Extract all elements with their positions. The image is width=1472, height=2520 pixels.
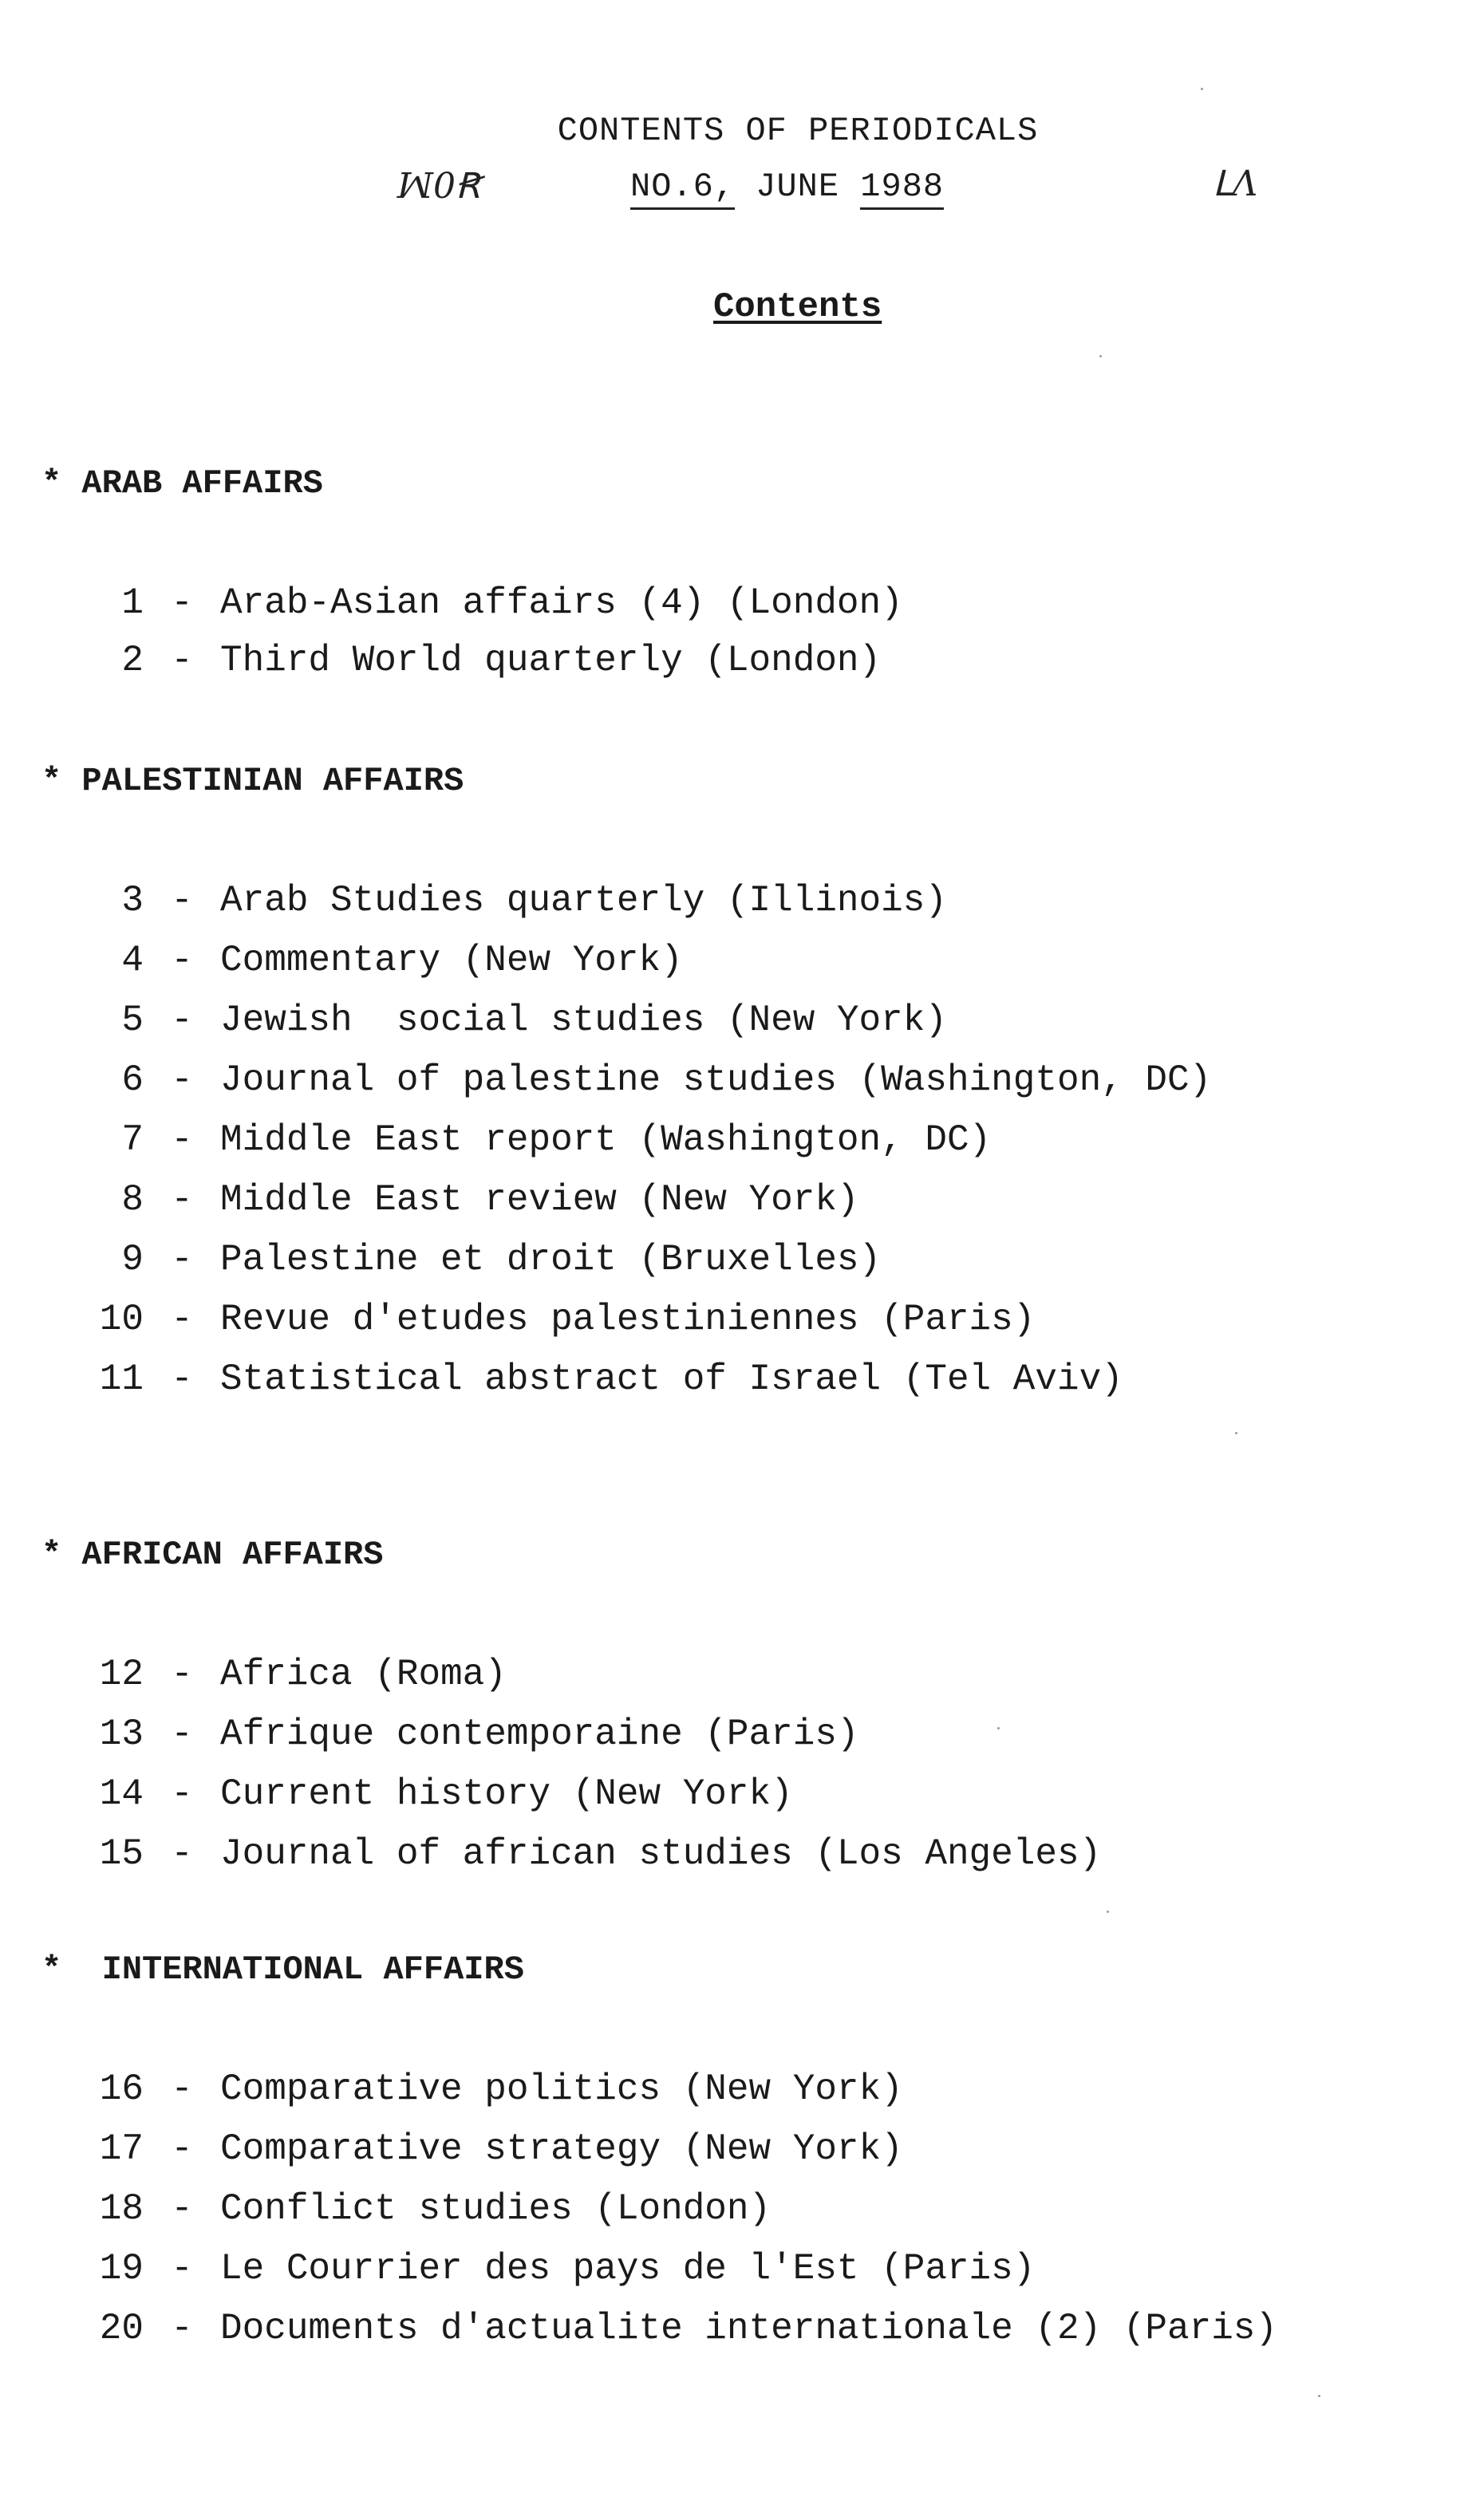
entry-number: 6	[121, 1059, 144, 1101]
entry-title: Third World quarterly (London)	[220, 640, 882, 681]
list-item	[80, 1000, 947, 1041]
list-item	[80, 2248, 1035, 2289]
entry-title: Comparative politics (New York)	[220, 2068, 903, 2110]
scan-speck	[997, 1727, 1000, 1729]
list-item	[80, 940, 683, 981]
list-item	[80, 1239, 881, 1280]
entry-title: Afrique contemporaine (Paris)	[220, 1714, 859, 1755]
entry-dash: -	[171, 1773, 193, 1815]
scan-speck	[1235, 1432, 1237, 1434]
entry-dash: -	[171, 640, 193, 681]
entry-number: 1	[121, 582, 144, 624]
entry-dash: -	[171, 1179, 193, 1221]
entry-title: Jewish social studies (New York)	[220, 1000, 947, 1041]
list-item	[80, 1119, 991, 1161]
entry-dash: -	[171, 2248, 193, 2289]
section-heading-palestinian-affairs: * PALESTINIAN AFFAIRS	[41, 762, 464, 800]
entry-number: 9	[121, 1239, 144, 1280]
handwritten-mark-right: ᒪΛ	[1213, 164, 1258, 204]
entry-dash: -	[171, 2308, 193, 2349]
entry-number: 10	[99, 1299, 144, 1340]
list-item	[80, 2128, 903, 2170]
entry-dash: -	[171, 1654, 193, 1695]
entry-dash: -	[171, 1059, 193, 1101]
entry-dash: -	[171, 1299, 193, 1340]
scan-speck	[1318, 2395, 1320, 2397]
handwritten-mark-left: ꟽ0Ꞧ	[397, 166, 480, 207]
entry-number: 8	[121, 1179, 144, 1221]
list-item	[80, 1714, 859, 1755]
entry-number: 16	[99, 2068, 144, 2110]
entry-title: Arab Studies quarterly (Illinois)	[220, 880, 947, 921]
list-item	[80, 2188, 771, 2230]
entry-dash: -	[171, 2068, 193, 2110]
entry-title: Journal of palestine studies (Washington, DC)	[220, 1059, 1212, 1101]
entry-number: 15	[99, 1833, 144, 1875]
entry-number: 4	[121, 940, 144, 981]
issue-number: NO.6,	[630, 168, 735, 210]
list-item	[80, 2308, 1277, 2349]
contents-heading: Contents	[713, 287, 882, 327]
entry-dash: -	[171, 582, 193, 624]
entry-number: 12	[99, 1654, 144, 1695]
list-item	[80, 640, 881, 681]
entry-dash: -	[171, 1714, 193, 1755]
entry-dash: -	[171, 1239, 193, 1280]
entry-title: Africa (Roma)	[220, 1654, 507, 1695]
entry-title: Arab-Asian affairs (4) (London)	[220, 582, 903, 624]
entry-title: Current history (New York)	[220, 1773, 793, 1815]
list-item	[80, 1179, 859, 1221]
list-item	[80, 582, 903, 624]
entry-title: Journal of african studies (Los Angeles)	[220, 1833, 1102, 1875]
section-heading-african-affairs: * AFRICAN AFFAIRS	[41, 1536, 384, 1574]
entry-dash: -	[171, 2128, 193, 2170]
entry-title: Le Courrier des pays de l'Est (Paris)	[220, 2248, 1036, 2289]
section-heading-international-affairs: * INTERNATIONAL AFFAIRS	[41, 1950, 524, 1989]
entry-title: Middle East review (New York)	[220, 1179, 859, 1221]
entry-title: Palestine et droit (Bruxelles)	[220, 1239, 882, 1280]
issue-year: 1988	[860, 168, 944, 210]
entry-number: 7	[121, 1119, 144, 1161]
entry-dash: -	[171, 880, 193, 921]
issue-month: JUNE	[756, 168, 840, 206]
entry-number: 11	[99, 1359, 144, 1400]
list-item	[80, 1773, 793, 1815]
entry-title: Revue d'etudes palestiniennes (Paris)	[220, 1299, 1036, 1340]
entry-title: Documents d'actualite internationale (2) (Paris)	[220, 2308, 1278, 2349]
list-item	[80, 1059, 1211, 1101]
entry-number: 18	[99, 2188, 144, 2230]
entry-dash: -	[171, 1000, 193, 1041]
scan-speck	[1201, 88, 1203, 90]
entry-number: 17	[99, 2128, 144, 2170]
entry-number: 2	[121, 640, 144, 681]
entry-title: Statistical abstract of Israel (Tel Aviv)	[220, 1359, 1123, 1400]
section-heading-arab-affairs: * ARAB AFFAIRS	[41, 464, 323, 503]
entry-number: 14	[99, 1773, 144, 1815]
list-item	[80, 1299, 1035, 1340]
entry-title: Commentary (New York)	[220, 940, 683, 981]
entry-title: Comparative strategy (New York)	[220, 2128, 903, 2170]
entry-number: 3	[121, 880, 144, 921]
list-item	[80, 1654, 507, 1695]
list-item	[80, 880, 947, 921]
list-item	[80, 1359, 1123, 1400]
list-item	[80, 1833, 1101, 1875]
entry-number: 5	[121, 1000, 144, 1041]
entry-dash: -	[171, 1119, 193, 1161]
entry-dash: -	[171, 1359, 193, 1400]
entry-dash: -	[171, 940, 193, 981]
scan-speck	[1099, 355, 1102, 357]
entry-dash: -	[171, 2188, 193, 2230]
list-item	[80, 2068, 903, 2110]
entry-title: Middle East report (Washington, DC)	[220, 1119, 992, 1161]
entry-number: 13	[99, 1714, 144, 1755]
scan-speck	[1107, 1911, 1109, 1913]
document-title: CONTENTS OF PERIODICALS	[557, 112, 1039, 150]
issue-line	[630, 168, 944, 210]
entry-title: Conflict studies (London)	[220, 2188, 772, 2230]
entry-dash: -	[171, 1833, 193, 1875]
entry-number: 19	[99, 2248, 144, 2289]
entry-number: 20	[99, 2308, 144, 2349]
